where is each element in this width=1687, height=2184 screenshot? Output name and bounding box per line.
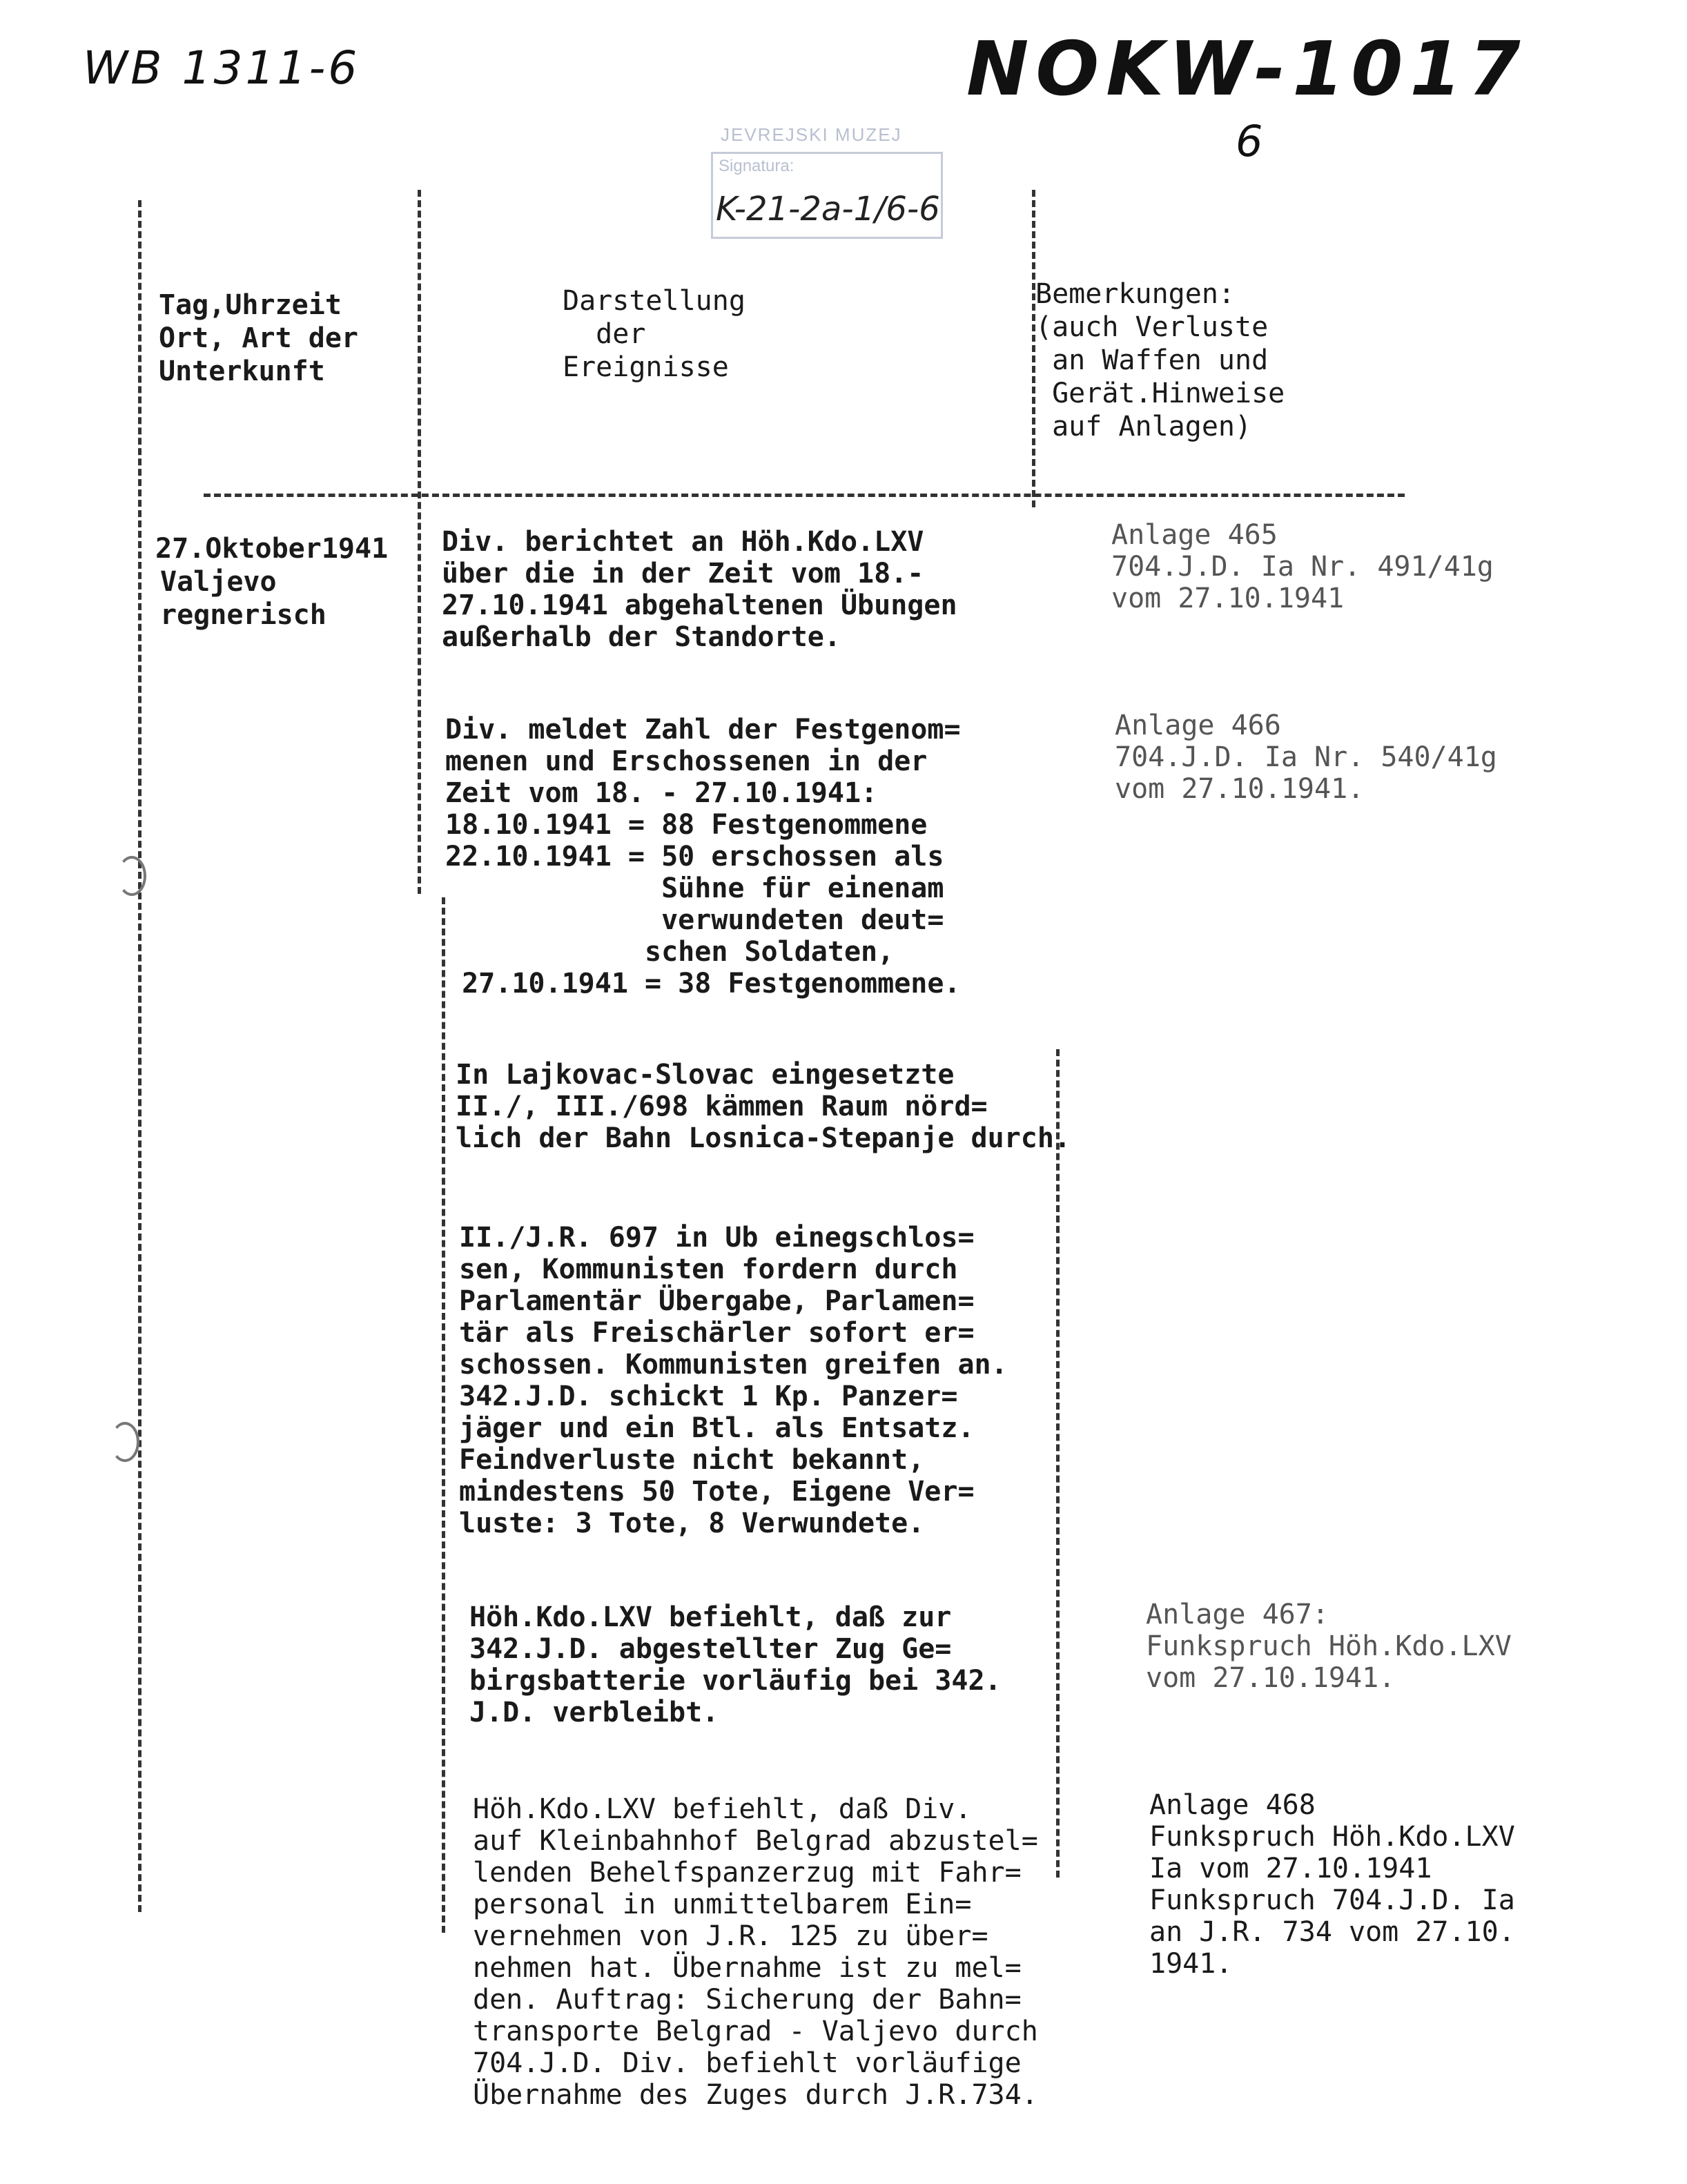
event-text: In Lajkovac-Slovac eingesetzte II./, III./698 kämmen Raum nörd= lich der Bahn Losnica-Stepanje durch.	[456, 1059, 1071, 1154]
header-date-place: Tag,Uhrzeit Ort, Art der Unterkunft	[159, 289, 358, 387]
archive-stamp	[711, 124, 939, 242]
column-divider-1-lower	[442, 897, 445, 1933]
header-remarks: Bemerkungen: (auch Verluste an Waffen und Gerät.Hinweise auf Anlagen)	[1035, 278, 1285, 442]
event-remark: Anlage 465 704.J.D. Ia Nr. 491/41g vom 27.10.1941	[1111, 519, 1494, 614]
stamp-signature-value: K-21-2a-1/6-6	[716, 190, 940, 228]
handwritten-reference-top-left: WB 1311-6	[83, 41, 360, 95]
event-text: II./J.R. 697 in Ub einegschlos= sen, Kommunisten fordern durch Parlamentär Übergabe, Parlamen= tär als Freischärler sofort er= schossen. Kommunisten greifen an. 342.J.D. schickt 1 Kp. Panzer= jäger und ein Btl. als Entsatz. Feindverluste nicht bekannt, mindestens 50 Tote, Eigene Ver= luste: 3 Tote, 8 Verwundete.	[459, 1222, 1008, 1539]
punch-hole-top	[117, 856, 146, 896]
handwritten-document-number: NOKW-1017	[966, 26, 1528, 113]
stamp-box	[711, 152, 943, 239]
left-border	[138, 200, 142, 1912]
header-rule	[204, 494, 1405, 497]
handwritten-page-number: 6	[1236, 116, 1263, 166]
event-remark: Anlage 466 704.J.D. Ia Nr. 540/41g vom 27.10.1941.	[1115, 710, 1497, 805]
entry-weather: regnerisch	[160, 599, 326, 631]
column-divider-1	[418, 190, 421, 894]
stamp-signature-label: Signatura:	[719, 157, 794, 175]
event-remark: Anlage 467: Funkspruch Höh.Kdo.LXV vom 27.10.1941.	[1146, 1599, 1512, 1694]
column-divider-2-lower	[1056, 1049, 1060, 1878]
event-text: Höh.Kdo.LXV befiehlt, daß zur 342.J.D. abgestellter Zug Ge= birgsbatterie vorläufig bei 342. J.D. verbleibt.	[469, 1601, 1002, 1728]
entry-date: 27.Oktober1941	[155, 533, 389, 565]
event-remark: Anlage 468 Funkspruch Höh.Kdo.LXV Ia vom 27.10.1941 Funkspruch 704.J.D. Ia an J.R. 734 vom 27.10. 1941.	[1149, 1789, 1515, 1980]
event-text: Div. berichtet an Höh.Kdo.LXV über die in der Zeit vom 18.- 27.10.1941 abgehaltenen Übungen außerhalb der Standorte.	[442, 526, 957, 653]
entry-place: Valjevo	[160, 566, 277, 598]
stamp-museum-name: JEVREJSKI MUZEJ	[721, 124, 902, 145]
event-text: Höh.Kdo.LXV befiehlt, daß Div. auf Kleinbahnhof Belgrad abzustel= lenden Behelfspanzerzug mit Fahr= personal in unmittelbarem Ein= vernehmen von J.R. 125 zu über= nehmen hat. Übernahme ist zu mel= den. Auftrag: Sicherung der Bahn= transporte Belgrad - Valjevo durch 704.J.D. Div. befiehlt vorläufige Übernahme des Zuges durch J.R.734.	[473, 1793, 1038, 2111]
event-text: Div. meldet Zahl der Festgenom= menen und Erschossenen in der Zeit vom 18. - 27.10.1941: 18.10.1941 = 88 Festgenommene 22.10.1941 = 50 erschossen als Sühne für einenam verwundeten deut= schen Soldaten, 27.10.1941 = 38 Festgenommene.	[445, 714, 961, 1000]
header-events: Darstellung der Ereignisse	[563, 285, 745, 383]
punch-hole-bottom	[110, 1422, 139, 1462]
